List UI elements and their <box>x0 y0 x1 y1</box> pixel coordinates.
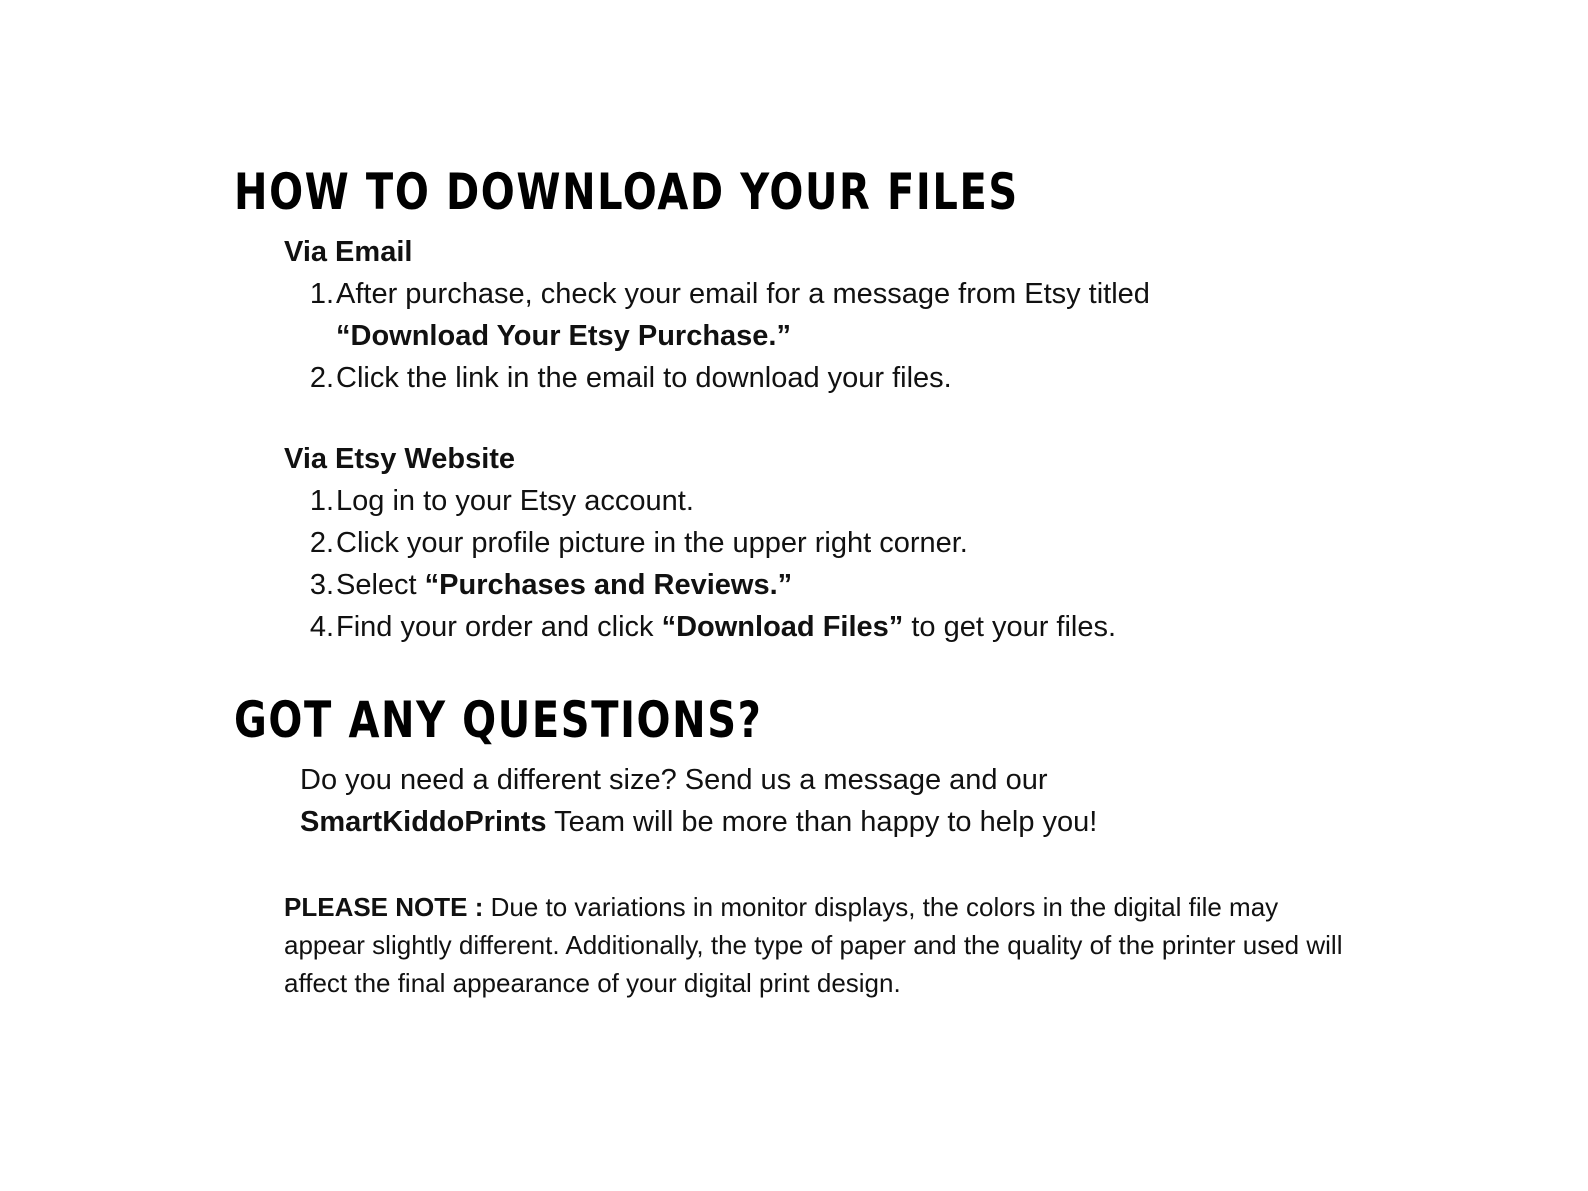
please-note <box>284 888 1344 1002</box>
step-text-pre: Find your order and click <box>336 611 662 643</box>
brand-name: SmartKiddoPrints <box>300 806 547 838</box>
website-step-4 <box>284 606 1116 648</box>
note-text: Due to variations in monitor displays, the colors in the digital file may appear slightly different. Additionally, the type of paper and the quality of the printer used will affect the final appearance of your digital print design. <box>284 892 1343 998</box>
step-text <box>336 564 792 606</box>
step-text: Log in to your Etsy account. <box>336 485 694 517</box>
questions-heading: GOT ANY QUESTIONS? <box>234 691 763 749</box>
step-text <box>336 273 1150 357</box>
questions-paragraph <box>300 759 1097 843</box>
email-steps-list <box>284 273 1150 399</box>
website-step-2 <box>284 522 1116 564</box>
step-number: 3. <box>309 569 334 601</box>
via-website-title: Via Etsy Website <box>284 443 516 475</box>
step-number: 2. <box>309 362 334 394</box>
step-text-main: After purchase, check your email for a message from Etsy titled <box>336 278 1150 310</box>
step-number: 1. <box>309 278 334 310</box>
step-text: Click the link in the email to download your files. <box>336 362 952 394</box>
step-text: Click your profile picture in the upper right corner. <box>336 527 968 559</box>
step-text-bold: “Download Files” <box>661 611 904 643</box>
website-steps-list <box>284 480 1116 648</box>
step-text <box>336 606 1116 648</box>
step-text-bold: “Purchases and Reviews.” <box>424 569 793 601</box>
step-number: 1. <box>309 485 334 517</box>
via-email-title: Via Email <box>284 236 413 268</box>
email-step-1 <box>284 273 1150 357</box>
note-label: PLEASE NOTE : <box>284 892 484 922</box>
step-text-bold: “Download Your Etsy Purchase.” <box>336 320 791 352</box>
step-text-post: to get your files. <box>903 611 1117 643</box>
questions-line-2: Team will be more than happy to help you! <box>546 806 1098 838</box>
email-step-2 <box>284 357 1150 399</box>
download-heading: HOW TO DOWNLOAD YOUR FILES <box>234 163 1019 221</box>
step-text-pre: Select <box>336 569 425 601</box>
step-number: 2. <box>309 527 334 559</box>
website-step-3 <box>284 564 1116 606</box>
website-step-1 <box>284 480 1116 522</box>
questions-line-1: Do you need a different size? Send us a message and our <box>300 764 1048 796</box>
step-number: 4. <box>309 611 334 643</box>
